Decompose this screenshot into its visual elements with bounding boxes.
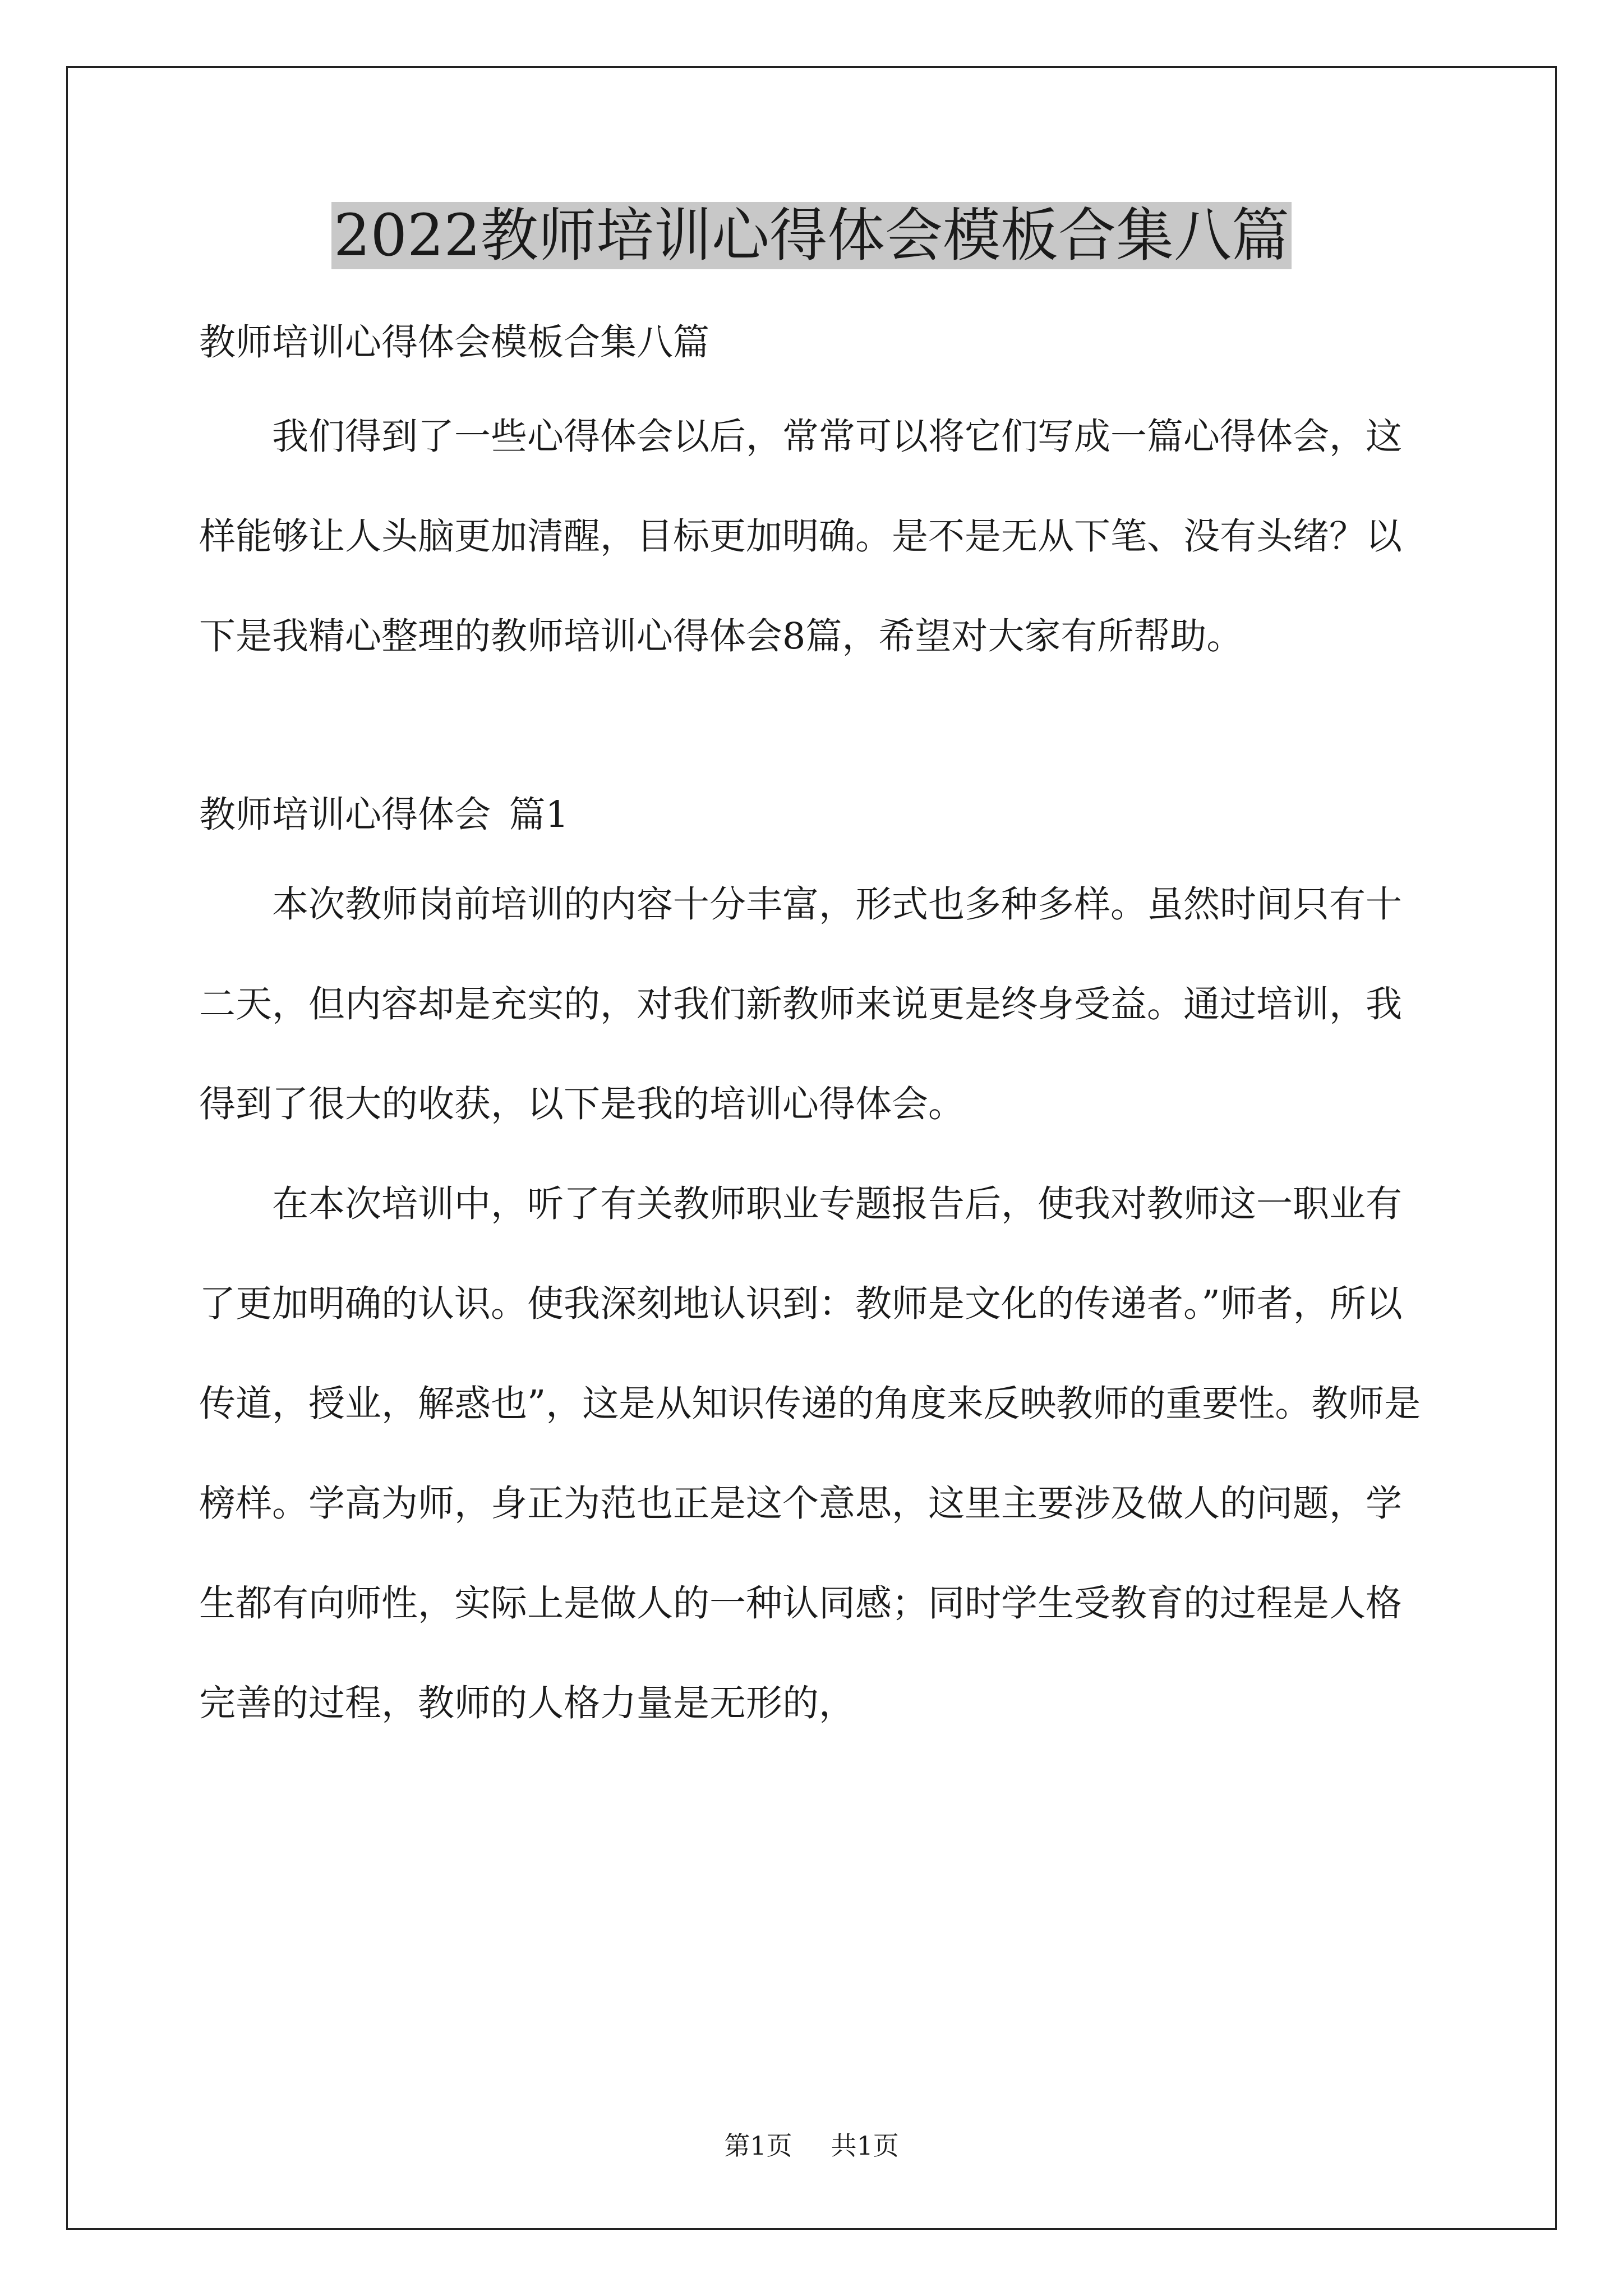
document-title [0,196,1623,275]
section-heading [199,775,1433,855]
section-paragraph: 在本次培训中，听了有关教师职业专题报告后，使我对教师这一职业有了更加明确的认识。使我深刻地认识到：教师是文化的传递者。”师者，所以传道，授业，解惑也”，这是从知识传递的角度来反映教师的重要性。教师是榜样。学高为师，身正为范也正是这个意思，这里主要涉及做人的问题，学生都有向师性，实际上是做人的一种认同感；同时学生受教育的过程是人格完善的过程，教师的人格力量是无形的， [199,1183,1421,1724]
total-pages-indicator: 共1页 [831,2131,899,2161]
section-heading-number: 篇1 [509,794,569,836]
current-page-indicator: 第1页 [724,2131,792,2161]
document-title-text: 2022教师培训心得体会模板合集八篇 [331,202,1292,269]
section-paragraph: 本次教师岗前培训的内容十分丰富，形式也多种多样。虽然时间只有十二天，但内容却是充实的，对我们新教师来说更是终身受益。通过培训，我得到了很大的收获，以下是我的培训心得体会。 [199,884,1403,1125]
page-footer [0,2129,1623,2162]
document-subtitle: 教师培训心得体会模板合集八篇 [199,321,710,364]
intro-paragraph: 我们得到了一些心得体会以后，常常可以将它们写成一篇心得体会，这样能够让人头脑更加清醒，目标更加明确。是不是无从下笔、没有头绪？以下是我精心整理的教师培训心得体会8篇，希望对大家有所帮助。 [199,416,1403,657]
document-body [199,303,1433,1754]
section-heading-title: 教师培训心得体会 [199,794,491,836]
